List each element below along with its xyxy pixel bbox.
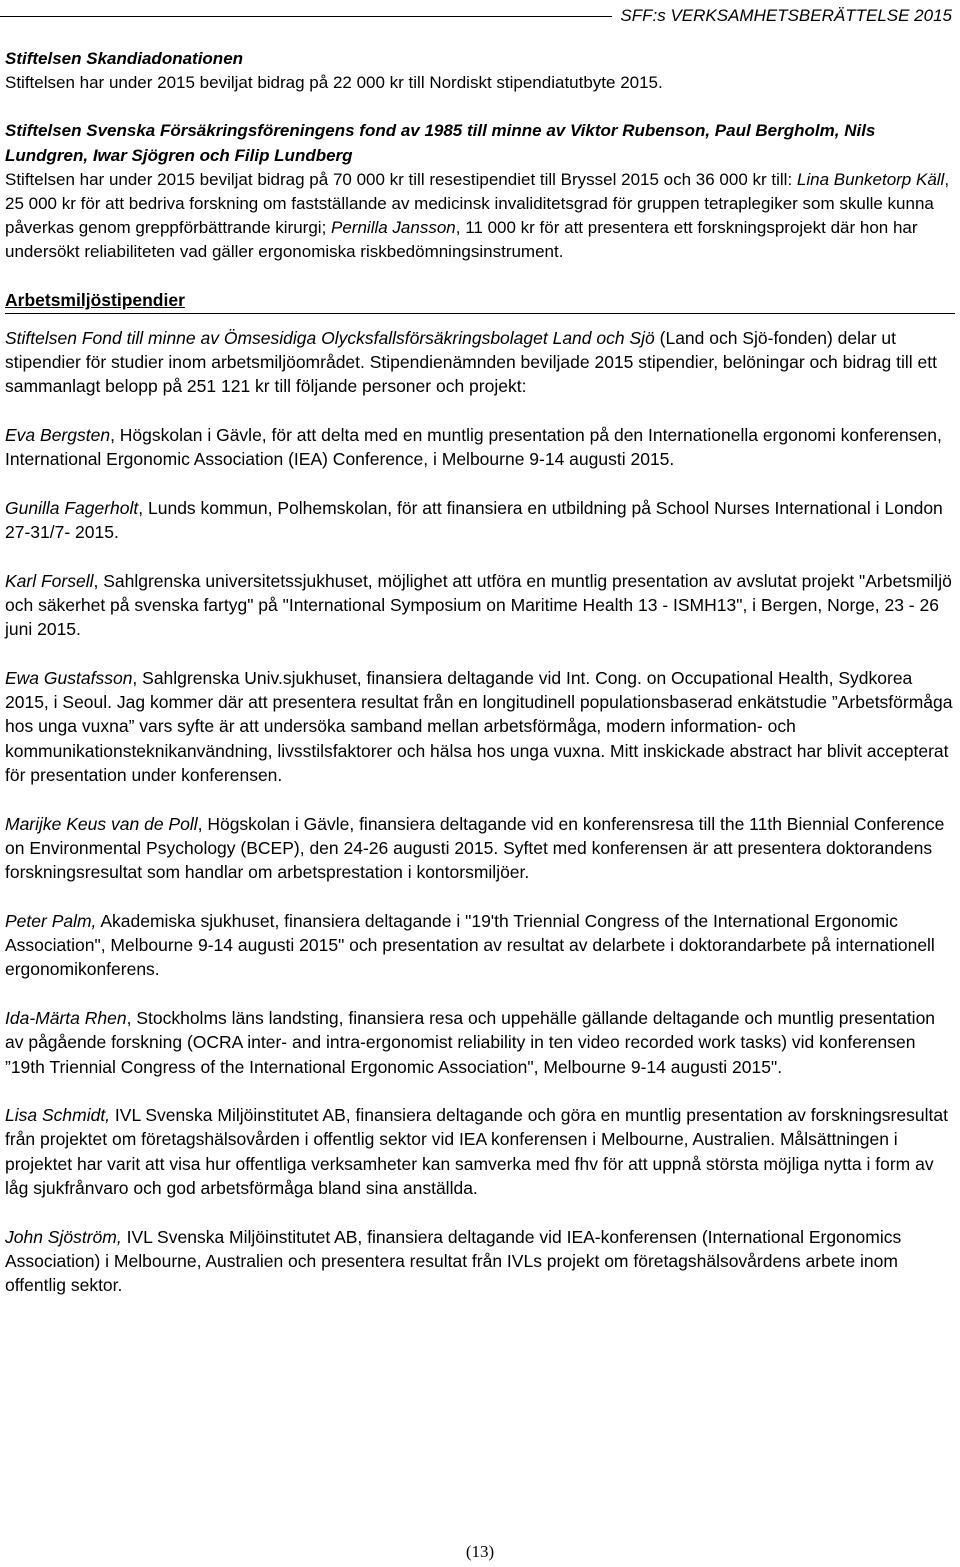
section-forsakringsforeningens-fond [5, 119, 955, 264]
recipient-name: John Sjöström, [5, 1226, 122, 1247]
section-heading-rule [5, 288, 955, 314]
header-title: SFF:s VERKSAMHETSBERÄTTELSE 2015 [612, 4, 952, 28]
list-item [5, 1006, 955, 1079]
text-run: Stiftelsen har under 2015 beviljat bidrag på 70 000 kr till resestipendiet till Bryssel 2015 och 36 000 kr till: [5, 169, 797, 189]
recipient-description: , Sahlgrenska universitetssjukhuset, möjlighet att utföra en muntlig presentation av avslutat projekt "Arbetsmiljö och säkerhet på svenska fartyg" på "International Symposium on Maritime Health 13 - ISMH13", i Bergen, Norge, 23 - 26 juni 2015. [5, 570, 952, 640]
list-item [5, 909, 955, 982]
foundation-name: Stiftelsen Fond till minne av Ömsesidiga Olycksfallsförsäkringsbolaget Land och Sjö [5, 327, 655, 348]
list-item [5, 666, 955, 787]
page-header [0, 4, 952, 28]
recipient-name: Pernilla Jansson [331, 218, 456, 238]
recipient-name: Gunilla Fagerholt [5, 497, 139, 518]
text-run: (Land och Sjö-fonden) delar ut stipendier för studier inom arbetsmiljöområdet. Stipendienämnden beviljade 2015 stipendier, belöningar och bidrag till ett sammanlagt belopp på 251 121 kr till följande personer och projekt: [5, 327, 937, 397]
text-run: , 25 000 kr för att bedriva forskning om fastställande av medicinsk invaliditetsgrad för gruppen tetraplegiker som skulle kunna påverkas genom greppförbättrande kirurgi; [5, 169, 950, 238]
recipient-name: Lisa Schmidt, [5, 1105, 111, 1126]
recipient-name: Ida-Märta Rhen [5, 1007, 127, 1028]
recipient-description: Akademiska sjukhuset, finansiera deltagande i "19'th Triennial Congress of the International Ergonomic Association", Melbourne 9-14 augusti 2015" och presentation av resultat av delarbete i doktorandarbete på internationell ergonomikonferens. [5, 910, 935, 980]
recipient-name: Karl Forsell [5, 570, 94, 591]
recipient-name: Eva Bergsten [5, 424, 111, 445]
list-item [5, 812, 955, 885]
section-text [5, 168, 955, 265]
stipend-list [5, 326, 955, 1298]
recipient-description: , Högskolan i Gävle, finansiera deltagande vid en konferensresa till the 11th Biennial Conference on Environmental Psychology (BCEP), den 24-26 augusti 2015. Syftet med konferensen är att presentera doktorandens forskningsresultat som handlar om arbetsprestation i kontorsmiljöer. [5, 813, 945, 883]
recipient-description: IVL Svenska Miljöinstitutet AB, finansiera deltagande vid IEA-konferensen (International Ergonomics Association) i Melbourne, Australien och presentera resultat från IVLs projekt om företagshälsovårdens arbete inom offentlig sektor. [5, 1226, 902, 1296]
text-run: , 11 000 kr för att presentera ett forskningsprojekt där hon har undersökt reliabiliteten vad gäller ergonomiska riskbedömningsinstrument. [5, 218, 918, 262]
section-skandiadonationen [5, 47, 955, 95]
recipient-description: , Stockholms läns landsting, finansiera resa och uppehälle gällande deltagande och muntlig presentation av pågående forskning (OCRA inter- and intra-ergonomist reliability in ten video recorded work tasks) vid konferensen ”19th Triennial Congress of the International Ergonomic Association", Melbourne 9-14 augusti 2015". [5, 1007, 936, 1077]
recipient-name: Lina Bunketorp Käll [796, 169, 945, 189]
recipient-description: , Lunds kommun, Polhemskolan, för att finansiera en utbildning på School Nurses International i London 27-31/7- 2015. [5, 497, 943, 542]
recipient-description: IVL Svenska Miljöinstitutet AB, finansiera deltagande och göra en muntlig presentation av forskningsresultat från projektet om företagshälsovården i offentlig sektor vid IEA konferensen i Melbourne, Australien. Målsättningen i projektet har varit att visa hur offentliga verksamheter kan samverka med fhv för att uppnå största möjliga nytta i form av låg sjukfrånvaro och god arbetsförmåga bland sina anställda. [5, 1105, 948, 1199]
list-item [5, 423, 955, 472]
list-item [5, 1103, 955, 1200]
intro-paragraph [5, 326, 955, 399]
recipient-name: Ewa Gustafsson [5, 667, 133, 688]
section-heading: Arbetsmiljöstipendier [5, 289, 185, 310]
recipient-description: , Sahlgrenska Univ.sjukhuset, finansiera deltagande vid Int. Cong. on Occupational Health, Sydkorea 2015, i Seoul. Jag kommer där att presentera resultat från en longitudinell populationsbaserad enkätstudie ”Arbetsförmåga hos unga vuxna” vars syfte är att undersöka samband mellan arbetsförmåga, modern information- och kommunikationsteknikanvändning, livsstilsfaktorer och hälsa hos unga vuxna. Mitt inskickade abstract har blivit accepterat för presentation under konferensen. [5, 667, 953, 785]
list-item [5, 1225, 955, 1298]
section-title: Stiftelsen Skandiadonationen [5, 49, 244, 68]
list-item [5, 496, 955, 545]
section-text: Stiftelsen har under 2015 beviljat bidrag på 22 000 kr till Nordiskt stipendiatutbyte 2015. [5, 73, 663, 93]
list-item [5, 569, 955, 642]
recipient-name: Peter Palm, [5, 910, 97, 931]
recipient-description: , Högskolan i Gävle, för att delta med en muntlig presentation på den Internationella ergonomi konferensen, International Ergonomic Association (IEA) Conference, i Melbourne 9-14 augusti 2015. [5, 424, 942, 470]
section-title: Stiftelsen Svenska Försäkringsföreningens fond av 1985 till minne av Viktor Rubenson, Paul Bergholm, Nils Lundgren, Iwar Sjögren och Filip Lundberg [5, 121, 876, 165]
document-content [5, 47, 955, 1322]
recipient-name: Marijke Keus van de Poll [5, 813, 198, 834]
page-number: (13) [465, 1542, 495, 1561]
